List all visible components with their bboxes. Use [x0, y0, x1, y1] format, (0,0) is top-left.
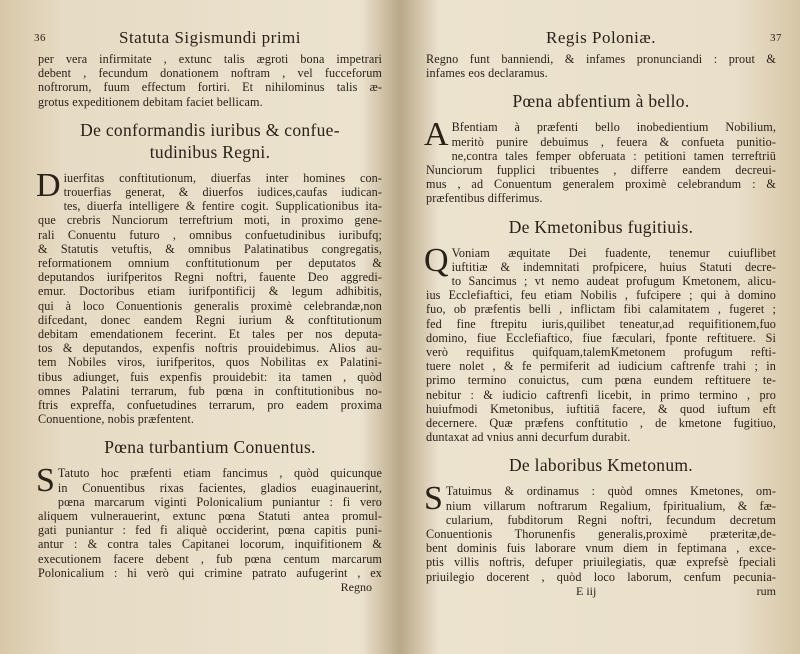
text-line: & Statutis vetuftis, & omnibus Palatinatibus congregatis,	[38, 241, 382, 256]
paragraph-kmetonibus	[424, 241, 776, 445]
text-line: præfentibus differimus.	[426, 191, 543, 206]
right-catchword: rum	[756, 583, 776, 598]
heading-line: De conformandis iuribus & confue-	[80, 119, 340, 140]
section-heading-kmetonibus: De Kmetonibus fugitiuis.	[508, 216, 694, 237]
left-page-number: 36	[34, 32, 46, 44]
text-line: Conuentionis Thorunenfis generalis,proximè præteritæ,de-	[426, 527, 776, 542]
text-line: aliquem vulnerauerint, extunc pœna Statuti antea promul-	[38, 509, 382, 524]
text-line: nium villarum noftrarum Regalium, fpiritualium, & fæ-	[445, 498, 776, 513]
text-line: iuerfitas conftitutionum, diuerfas inter homines con-	[63, 170, 382, 185]
paragraph-turbantium	[36, 462, 382, 580]
text-line: ius Ecclefiaftici, feu etiam Nobilis , fufcipere ; qui à domino	[426, 288, 776, 303]
right-running-title: Regis Poloniæ.	[546, 28, 656, 47]
text-line: primo termino conuictus, cum pœna eundem reftituere te-	[426, 373, 776, 388]
text-line: ftris expreffa, confuetudines terrarum, pro eadem proxima	[38, 398, 382, 413]
text-line: infames eos declaramus.	[426, 66, 548, 81]
drop-cap: S	[424, 480, 443, 518]
drop-cap: A	[424, 116, 449, 154]
text-line: tuere nolet , & fe permiferit ad iudicium caftrenfe trahi ; in	[426, 359, 776, 374]
right-running-head	[426, 28, 782, 52]
text-line: huiufmodi Kmetonibus, iuftitiā facere, & quod iuftum eft	[426, 401, 776, 416]
text-line: ne,contra tales femper obferuata : petitioni tamen terreftriū	[451, 148, 776, 163]
section-heading-conformandis	[38, 119, 382, 163]
text-line: debitam emendationem fecerint. Et tales per nos deputa-	[38, 327, 382, 342]
text-line: tos & deputandos, expenfis noftris prouidebimus. Alios au-	[38, 341, 382, 356]
section-heading-laboribus: De laboribus Kmetonum.	[508, 455, 693, 476]
text-line: decernere. Quæ præfens conftitutio , de kmetone fugitiuo,	[426, 416, 776, 431]
text-line: duntaxat ad vnius anni decurfum durabit.	[426, 430, 631, 445]
text-line: tibus adiunget, fuis expenfis prouidebit: ita tamen , quòd	[38, 369, 382, 384]
left-catchword: Regno	[340, 580, 372, 595]
left-running-head	[34, 28, 382, 52]
text-line: gati puniantur : fed fi aliquè occiderint, pœna capitis puni-	[38, 523, 382, 538]
text-line: priuilegio docerent , quòd loco laborum, cenfum pecunia-	[426, 569, 776, 584]
text-line: Conuentione, nobis præfentent.	[38, 412, 194, 427]
text-line: Nunciorum fupplici tribuentes , differre eandem decreui-	[426, 163, 776, 178]
left-intro	[38, 52, 382, 109]
right-page-number: 37	[770, 32, 782, 44]
text-line: rali Conuentu futuro , omnibus confuetudinibus iuribufq;	[38, 227, 382, 242]
text-line: pœna marcarum viginti Polonicalium puniantur : fi vero	[57, 494, 382, 509]
text-line: Voniam æquitate Dei fuadente, tenemur cuiuflibet	[451, 245, 776, 260]
text-line: Polonicalium : hi verò qui crimine patrato aufugerint , ex	[38, 565, 382, 580]
text-line: iuftitiæ & indemnitati profpicere, huius Statuti decre-	[451, 259, 776, 274]
text-line: emur. Doctoribus etiam iurifpontificij & legum adhibitis,	[38, 284, 382, 299]
text-line: per vera infirmitate , extunc talis ægroti bona impetrari	[38, 52, 382, 66]
right-page	[404, 0, 800, 654]
text-line: bent dominis fuis laborare vnum diem in feptimana , exce-	[426, 541, 776, 556]
text-line: Tatuto hoc præfenti etiam fancimus , quòd quicunque	[57, 466, 382, 481]
text-line: cularium, fubditorum Regni noftri, fecundum decretum	[445, 512, 776, 527]
text-line: nebitur : & iudicio caftrenfi licebit, in primo termino , pro	[426, 387, 776, 402]
drop-cap: D	[36, 166, 61, 204]
text-line: antur : & contra tales Capitanei locorum, inquifitionem &	[38, 537, 382, 552]
text-line: deputandos iurifperitos Regni noftri, fauente Deo aggredi-	[38, 270, 382, 285]
text-line: qui à loco Conuentionis generalis proximè celebrandæ,non	[38, 298, 382, 313]
text-line: fed fine ftrepitu iuris,quilibet teneatur,ad requifitionem,fuo	[426, 316, 776, 331]
drop-cap: Q	[424, 241, 449, 279]
text-line: omnes Palatini terrarum, fub pœna in conftitutionibus no-	[38, 383, 382, 398]
section-heading-turbantium: Pœna turbantium Conuentus.	[104, 437, 316, 458]
text-line: noftrorum, fuum effectum fortiri. Et nihilominus talis æ-	[38, 80, 382, 95]
signature-row	[426, 584, 776, 598]
signature-mark: E iij	[576, 583, 597, 598]
heading-line: tudinibus Regni.	[149, 141, 271, 162]
text-line: difcedant, donec eandem Regni iurium & conftitutionum	[38, 312, 382, 327]
text-line: trouerfias generat, & diuerfos iudices,caufas iudican-	[63, 185, 382, 200]
text-line: debent , fecundum donationem noftram , vel fucceforum	[38, 66, 382, 81]
text-line: Tatuimus & ordinamus : quòd omnes Kmetones, om-	[445, 484, 776, 499]
text-line: executionem facere debent , fub pœna centum marcarum	[38, 551, 382, 566]
text-line: to Sancimus ; vt nemo audeat profugum Kmetonem, alicu-	[451, 274, 776, 289]
text-line: reformationem omnium conftitutionum per deputatos &	[38, 256, 382, 271]
text-line: tes, diuerfa intelligere & fentire cogit. Supplicationibus ita-	[63, 199, 382, 214]
text-line: mus , ad Conuentum generalem proximè celebrandum : &	[426, 177, 776, 192]
text-line: domino, fiue Ecclefiaftico, fiue fæculari, fponte reftituere. Si	[426, 330, 776, 345]
right-intro	[426, 52, 776, 80]
text-line: verò requifitus quifquam,talemKmetonem profugum refti-	[426, 345, 776, 360]
text-line: fuo, ob præfentis belli , inflictam fibi calamitatem , fugeret ;	[426, 302, 776, 317]
text-line: que crebris Nunciorum terreftrium moti, in proximo gene-	[38, 213, 382, 228]
text-line: in Conuentibus rixas facientes, gladios euaginauerint,	[57, 480, 382, 495]
text-line: ptis villis noftris, defuper priuilegiatis, quæ exprefsè fpeciali	[426, 555, 776, 570]
text-line: tem Nobiles viros, iurifperitos, quos Nobilitas ex Palatini-	[38, 355, 382, 370]
paragraph-conformandis	[36, 166, 382, 427]
text-line: Bfentiam à præfenti bello inobedientium Nobilium,	[451, 120, 776, 135]
text-line: Regno funt banniendi, & infames pronunciandi : prout &	[426, 52, 776, 66]
left-running-title: Statuta Sigismundi primi	[118, 28, 301, 47]
drop-cap: S	[36, 462, 55, 500]
paragraph-absentium	[424, 116, 776, 206]
section-heading-absentium: Pœna abfentium à bello.	[512, 91, 690, 112]
text-line: grotus expeditionem debitam faciet bellicam.	[38, 94, 263, 109]
text-line: meritò punire debuimus , feuera & confueta punitio-	[451, 134, 776, 149]
paragraph-laboribus	[424, 480, 776, 584]
